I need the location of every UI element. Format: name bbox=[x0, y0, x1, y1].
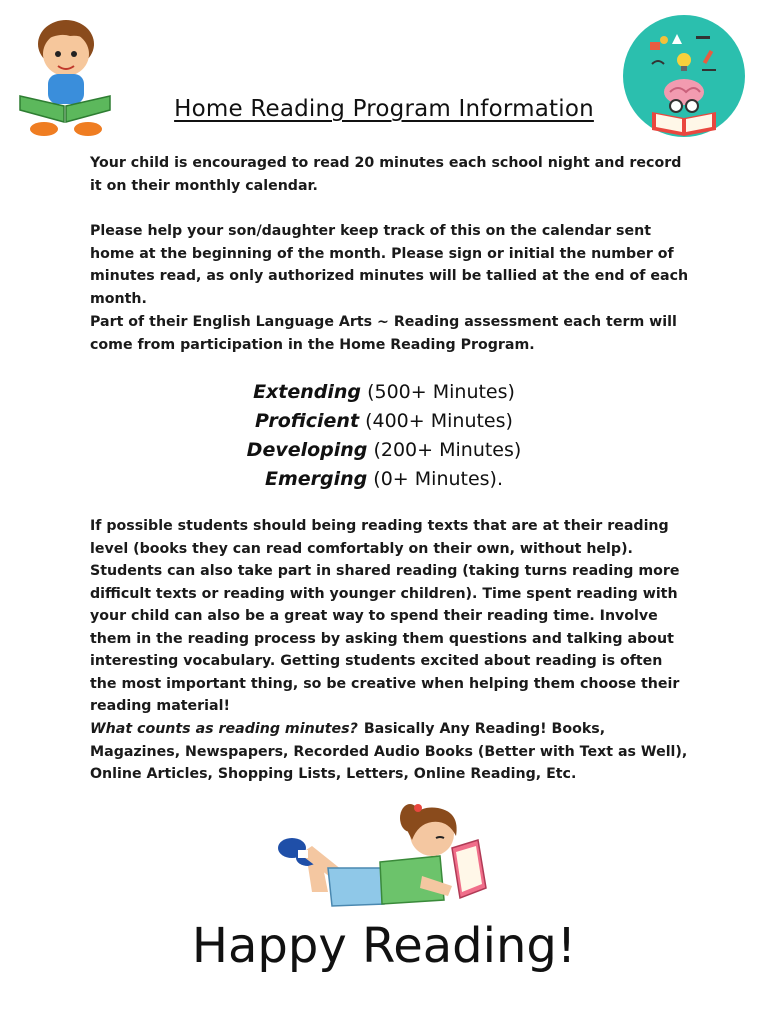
level-proficient bbox=[0, 407, 768, 436]
boy-reading-clipart bbox=[14, 14, 114, 142]
reading-guidance-paragraph: If possible students should being reading texts that are at their reading level (books they can read comfortably on their own, without help). Students can also take part in shared reading (taking turns reading more difficult texts or reading with younger children). Time spent reading with your child can also be a great way to spend their reading time. Involve them in the reading process by asking them questions and talking about interesting vocabulary. Getting students excited about reading is often the most important thing, so be creative when helping them choose their reading material! bbox=[90, 518, 680, 714]
level-name: Proficient bbox=[255, 410, 360, 432]
reading-minutes-paragraph bbox=[90, 718, 690, 786]
reading-minutes-answer: Basically Any Reading! Books, Magazines, Newspapers, Recorded Audio Books (Better with Text as Well), Online Articles, Shopping Lists, Letters, Online Reading, Etc. bbox=[90, 721, 688, 782]
level-name: Extending bbox=[253, 381, 362, 403]
level-range: (200+ Minutes) bbox=[367, 439, 522, 461]
level-range: (0+ Minutes). bbox=[367, 468, 504, 490]
assessment-paragraph: Part of their English Language Arts ~ Reading assessment each term will come from participation in the Home Reading Program. bbox=[90, 314, 677, 353]
level-range: (400+ Minutes) bbox=[359, 410, 513, 432]
level-emerging bbox=[0, 465, 768, 494]
calendar-paragraph: Please help your son/daughter keep track of this on the calendar sent home at the beginning of the month. Please sign or initial the number of minutes read, as only authorized minutes will be tallied at the end of each month. bbox=[90, 223, 689, 307]
girl-reading-clipart bbox=[272, 796, 494, 920]
reading-minutes-question: What counts as reading minutes? bbox=[90, 721, 358, 737]
closing-message: Happy Reading! bbox=[191, 918, 577, 974]
intro-paragraph: Your child is encouraged to read 20 minutes each school night and record it on their monthly calendar. bbox=[90, 155, 682, 194]
level-name: Developing bbox=[246, 439, 368, 461]
level-extending bbox=[0, 378, 768, 407]
level-developing bbox=[0, 436, 768, 465]
reading-levels-list bbox=[0, 378, 768, 494]
page-title: Home Reading Program Information bbox=[174, 96, 594, 122]
level-range: (500+ Minutes) bbox=[361, 381, 515, 403]
level-name: Emerging bbox=[264, 468, 368, 490]
